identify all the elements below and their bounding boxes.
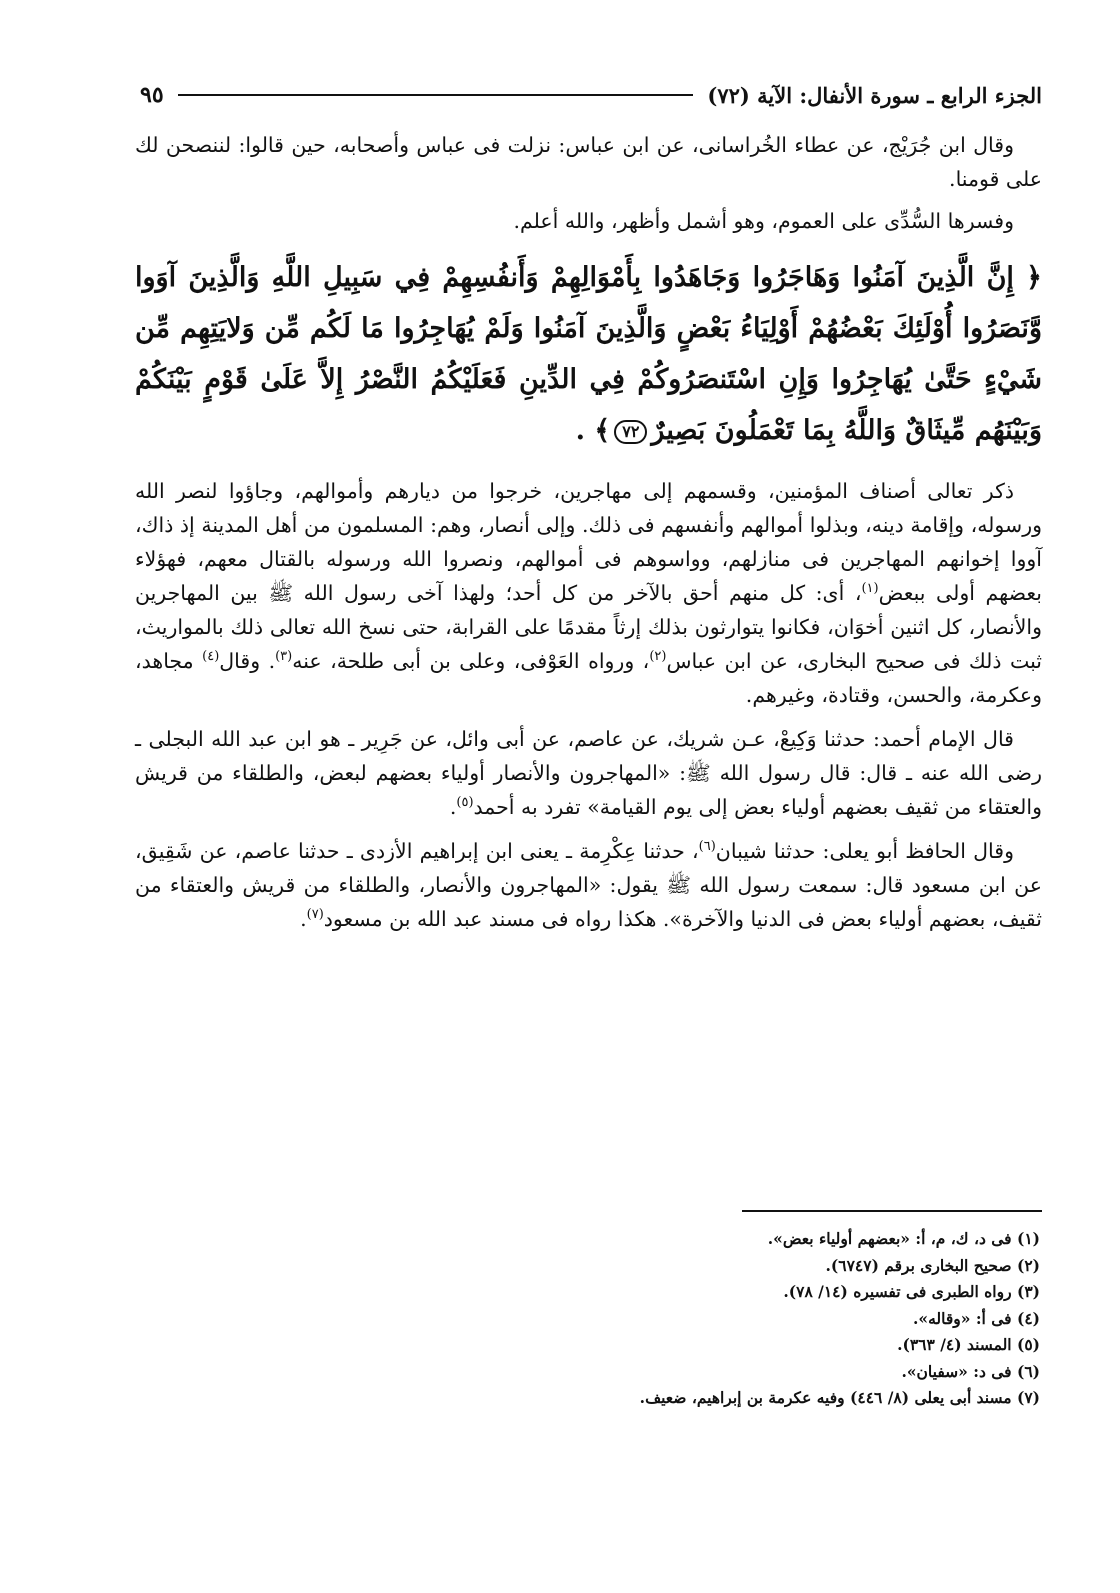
- paragraph-3-text-a: ذكر تعالى أصناف المؤمنين، وقسمهم إلى مهاجرين، خرجوا من ديارهم وأموالهم، وجاؤوا لنصر الله ورسوله، وإقامة دينه، وبذلوا أموالهم وأنفسهم فى ذلك. وإلى أنصار، وهم: المسلمون من أهل المدينة إذ ذاك، آووا إخوانهم المهاجرين فى منازلهم، وواسوهم فى أموالهم، ونصروا الله ورسوله بالقتال معهم، فهؤلاء بعضهم أولى ببعض: [135, 479, 1042, 605]
- footnote-ref-1: (١): [861, 581, 879, 597]
- paragraph-4: [135, 722, 1042, 824]
- footnote-ref-3: (٣): [275, 649, 293, 665]
- paragraph-4-text-b: .: [449, 795, 457, 819]
- footnote-3: (٣) رواه الطبرى فى تفسيره (١٤/ ٧٨).: [783, 1282, 1040, 1301]
- body-text: [135, 128, 1042, 946]
- verse-text: ﴿ إِنَّ الَّذِينَ آمَنُوا وَهَاجَرُوا وَجَاهَدُوا بِأَمْوَالِهِمْ وَأَنفُسِهِمْ فِي سَبِيلِ اللَّهِ وَالَّذِينَ آوَوا وَّنَصَرُوا أُوْلَئِكَ بَعْضُهُمْ أَوْلِيَاءُ بَعْضٍ وَالَّذِينَ آمَنُوا وَلَمْ يُهَاجِرُوا مَا لَكُم مِّن وَلايَتِهِم مِّن شَيْءٍ حَتَّىٰ يُهَاجِرُوا وَإِنِ اسْتَنصَرُوكُمْ فِي الدِّينِ فَعَلَيْكُمُ النَّصْرُ إِلاَّ عَلَىٰ قَوْمٍ بَيْنَكُمْ وَبَيْنَهُم مِّيثَاقٌ وَاللَّهُ بِمَا تَعْمَلُونَ بَصِيرٌ: [135, 262, 1042, 446]
- paragraph-3-text-d: . وقال: [219, 649, 276, 673]
- paragraph-2: وفسرها السُّدِّى على العموم، وهو أشمل وأظهر، والله أعلم.: [513, 209, 1014, 233]
- paragraph-1: وقال ابن جُرَيْج، عن عطاء الخُراسانى، عن ابن عباس: نزلت فى عباس وأصحابه، حين قالوا: لننصحن لك على قومنا.: [135, 133, 1042, 191]
- page-number: ٩٥: [140, 82, 164, 108]
- footnote-ref-5: (٥): [456, 795, 474, 811]
- running-header: [140, 78, 1042, 112]
- footnote-6: (٦) فى د: «سفيان».: [901, 1361, 1040, 1381]
- footnote-ref-6: (٦): [698, 839, 716, 855]
- paragraph-4-text-a: قال الإمام أحمد: حدثنا وَكِيعْ، عـن شريك، عن عاصم، عن أبى وائل، عن جَرِير ـ هو ابن عبد الله البجلى ـ رضى الله عنه ـ قال: قال رسول الله ﷺ: «المهاجرون والأنصار أولياء بعضهم لبعض، والطلقاء من قريش والعتقاء من ثقيف بعضهم أولياء بعض إلى يوم القيامة» تفرد به أحمد: [135, 727, 1042, 819]
- verse-number-badge: ٧٢: [614, 420, 647, 444]
- footnote-separator: [742, 1210, 1042, 1212]
- footnote-ref-7: (٧): [306, 907, 324, 923]
- footnotes: [400, 1226, 1040, 1412]
- verse-end-bracket: ﴾ .: [575, 415, 611, 446]
- footnote-4: (٤) فى أ: «وقاله».: [913, 1308, 1040, 1328]
- footnote-5: (٥) المسند (٤/ ٣٦٣).: [897, 1335, 1040, 1354]
- header-title: الجزء الرابع ـ سورة الأنفال: الآية (٧٢): [707, 82, 1042, 108]
- paragraph-5: [135, 834, 1042, 936]
- footnote-ref-2: (٢): [649, 649, 667, 665]
- paragraph-3-text-e: مجاهد، وعكرمة، والحسن، وقتادة، وغيرهم.: [135, 649, 1042, 707]
- paragraph-3-text-b: ، أى: كل منهم أحق بالآخر من كل أحد؛ ولهذا آخى رسول الله ﷺ بين المهاجرين والأنصار، كل اثنين أخوَان، فكانوا يتوارثون بذلك إرثاً مقدمًا على القرابة، حتى نسخ الله تعالى ذلك بالمواريث، ثبت ذلك فى صحيح البخارى، عن ابن عباس: [135, 581, 1043, 673]
- footnote-2: (٢) صحيح البخارى برقم (٦٧٤٧).: [825, 1255, 1040, 1275]
- paragraph-5-text-c: .: [300, 907, 307, 931]
- footnote-ref-4: (٤): [202, 649, 220, 665]
- paragraph-3: [135, 474, 1042, 712]
- footnote-1: (١) فى د، ك، م، أ: «بعضهم أولياء بعض».: [767, 1229, 1040, 1248]
- header-rule: [178, 94, 694, 96]
- paragraph-5-text-a: وقال الحافظ أبو يعلى: حدثنا شيبان: [715, 839, 1014, 863]
- footnote-7: (٧) مسند أبى يعلى (٨/ ٤٤٦) وفيه عكرمة بن إبراهيم، ضعيف.: [639, 1388, 1040, 1407]
- paragraph-5-text-b: ، حدثنا عِكْرِمة ـ يعنى ابن إبراهيم الأزدى ـ حدثنا عاصم، عن شَقِيق، عن ابن مسعود قال: سمعت رسول الله ﷺ يقول: «المهاجرون والأنصار، والطلقاء من قريش والعتقاء من ثقيف، بعضهم أولياء بعض فى الدنيا والآخرة». هكذا رواه فى مسند عبد الله بن مسعود: [135, 839, 1042, 931]
- quran-verse: [135, 252, 1042, 456]
- paragraph-3-text-c: ، ورواه العَوْفى، وعلى بن أبى طلحة، عنه: [292, 649, 650, 673]
